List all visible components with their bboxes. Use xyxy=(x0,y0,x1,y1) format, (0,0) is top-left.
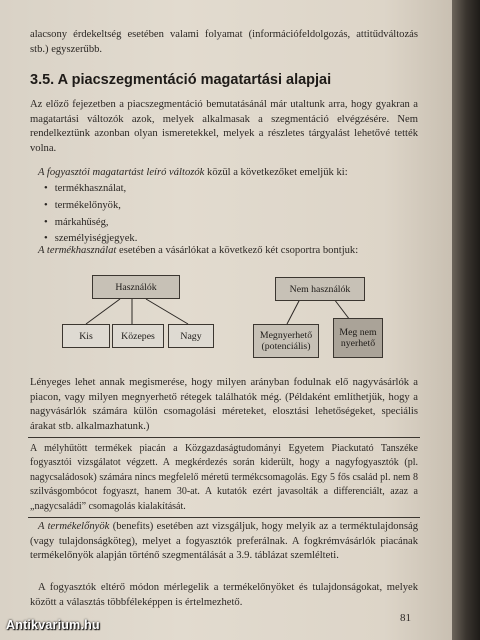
top-paragraph: alacsony érdekeltség esetében valami folyamat (információfeldolgozás, attitűdváltozás stb.) egyszerűbb. xyxy=(30,29,418,55)
section-heading: 3.5. A piacszegmentáció magatartási alapjai xyxy=(30,72,332,88)
case-study-box: A mélyhűtött termékek piacán a Közgazdaságtudományi Egyetem Piackutató Tanszéke fogyasztói vizsgálatot végzett. A megkérdezés során kiderült, hogy a nagyfogyasztók (pl. nagycsaládosok) számára nincs megfelelő méretű termékcsomagolás. Egy 5 fős család pl. nem 8 szilvásgombócot fogyaszt, hanem 30-at. A kutatók ezért javasolták a differenciált, azaz a „nagycsaládi” csomagolás kialakítását. xyxy=(30,443,418,512)
users-child-small: Kis xyxy=(62,324,110,348)
list-item: • termékhasználat, xyxy=(44,181,137,198)
non-users-child-winnable: Megnyerhető (potenciális) xyxy=(253,324,319,358)
case-box-bottom-rule xyxy=(28,517,420,518)
list-item: • termékelőnyök, xyxy=(44,198,137,215)
list-item: • márkahűség, xyxy=(44,215,137,232)
users-child-medium: Közepes xyxy=(112,324,164,348)
watermark: Antikvarium.hu xyxy=(6,618,100,632)
book-spine xyxy=(452,0,480,640)
case-box-top-rule xyxy=(28,437,420,438)
usage-intro xyxy=(38,244,426,259)
non-users-label: Nem használók xyxy=(289,283,351,295)
list-item: • személyiségjegyek. xyxy=(44,231,137,248)
users-label: Használók xyxy=(115,281,157,293)
page-number: 81 xyxy=(400,612,411,624)
users-child-large: Nagy xyxy=(168,324,214,348)
intro-paragraph: Az előző fejezetben a piacszegmentáció bemutatásánál már utaltunk arra, hogy gyakran a magatartási változók azok, melyek alkalmasak a szegmentáció elvégzésére. Nem rendelkeztünk azonban olyan ismeretekkel, melyek a részletes tárgyalást lehetővé tették volna. xyxy=(30,99,418,154)
non-users-child-not-winnable: Meg nem nyerhető xyxy=(333,318,383,358)
variables-list xyxy=(44,181,137,248)
users-box xyxy=(92,275,180,299)
benefits-paragraph xyxy=(30,520,418,564)
benefits-rest: (benefits) esetében azt vizsgáljuk, hogy melyik az a terméktulajdonság (vagy tulajdonságköteg), melyet a fogyasztók preferálnak. A fogkrémvásárlók piacának termékelőnyök alapján történő szegmentálását a 3.9. táblázat szemlélteti. xyxy=(30,521,418,562)
usage-intro-italic: A termékhasználat xyxy=(38,245,117,256)
variables-intro xyxy=(38,166,426,181)
usage-intro-rest: esetében a vásárlókat a következő két csoportra bontjuk: xyxy=(116,245,359,256)
variables-intro-rest: közül a következőket emeljük ki: xyxy=(204,167,348,178)
non-users-box xyxy=(275,277,365,301)
last-paragraph: A fogyasztók eltérő módon mérlegelik a termékelőnyöket és tulajdonságokat, melyek között a választás többféleképpen is értelmezhető. xyxy=(30,582,418,608)
benefits-italic: A termékelőnyök xyxy=(38,521,110,532)
measure-paragraph: Lényeges lehet annak megismerése, hogy milyen arányban fodulnak elő nagyvásárlók a piacon, vagy milyen megnyerhető rétegek találhatók még. (Példaként említhetjük, hogy a nagyvásárlók számára külön csomagolási méreteket, elosztási lehetőségeket, speciális árakat stb. alkalmazhatunk.) xyxy=(30,377,418,432)
variables-intro-italic: A fogyasztói magatartást leíró változók xyxy=(38,167,205,178)
